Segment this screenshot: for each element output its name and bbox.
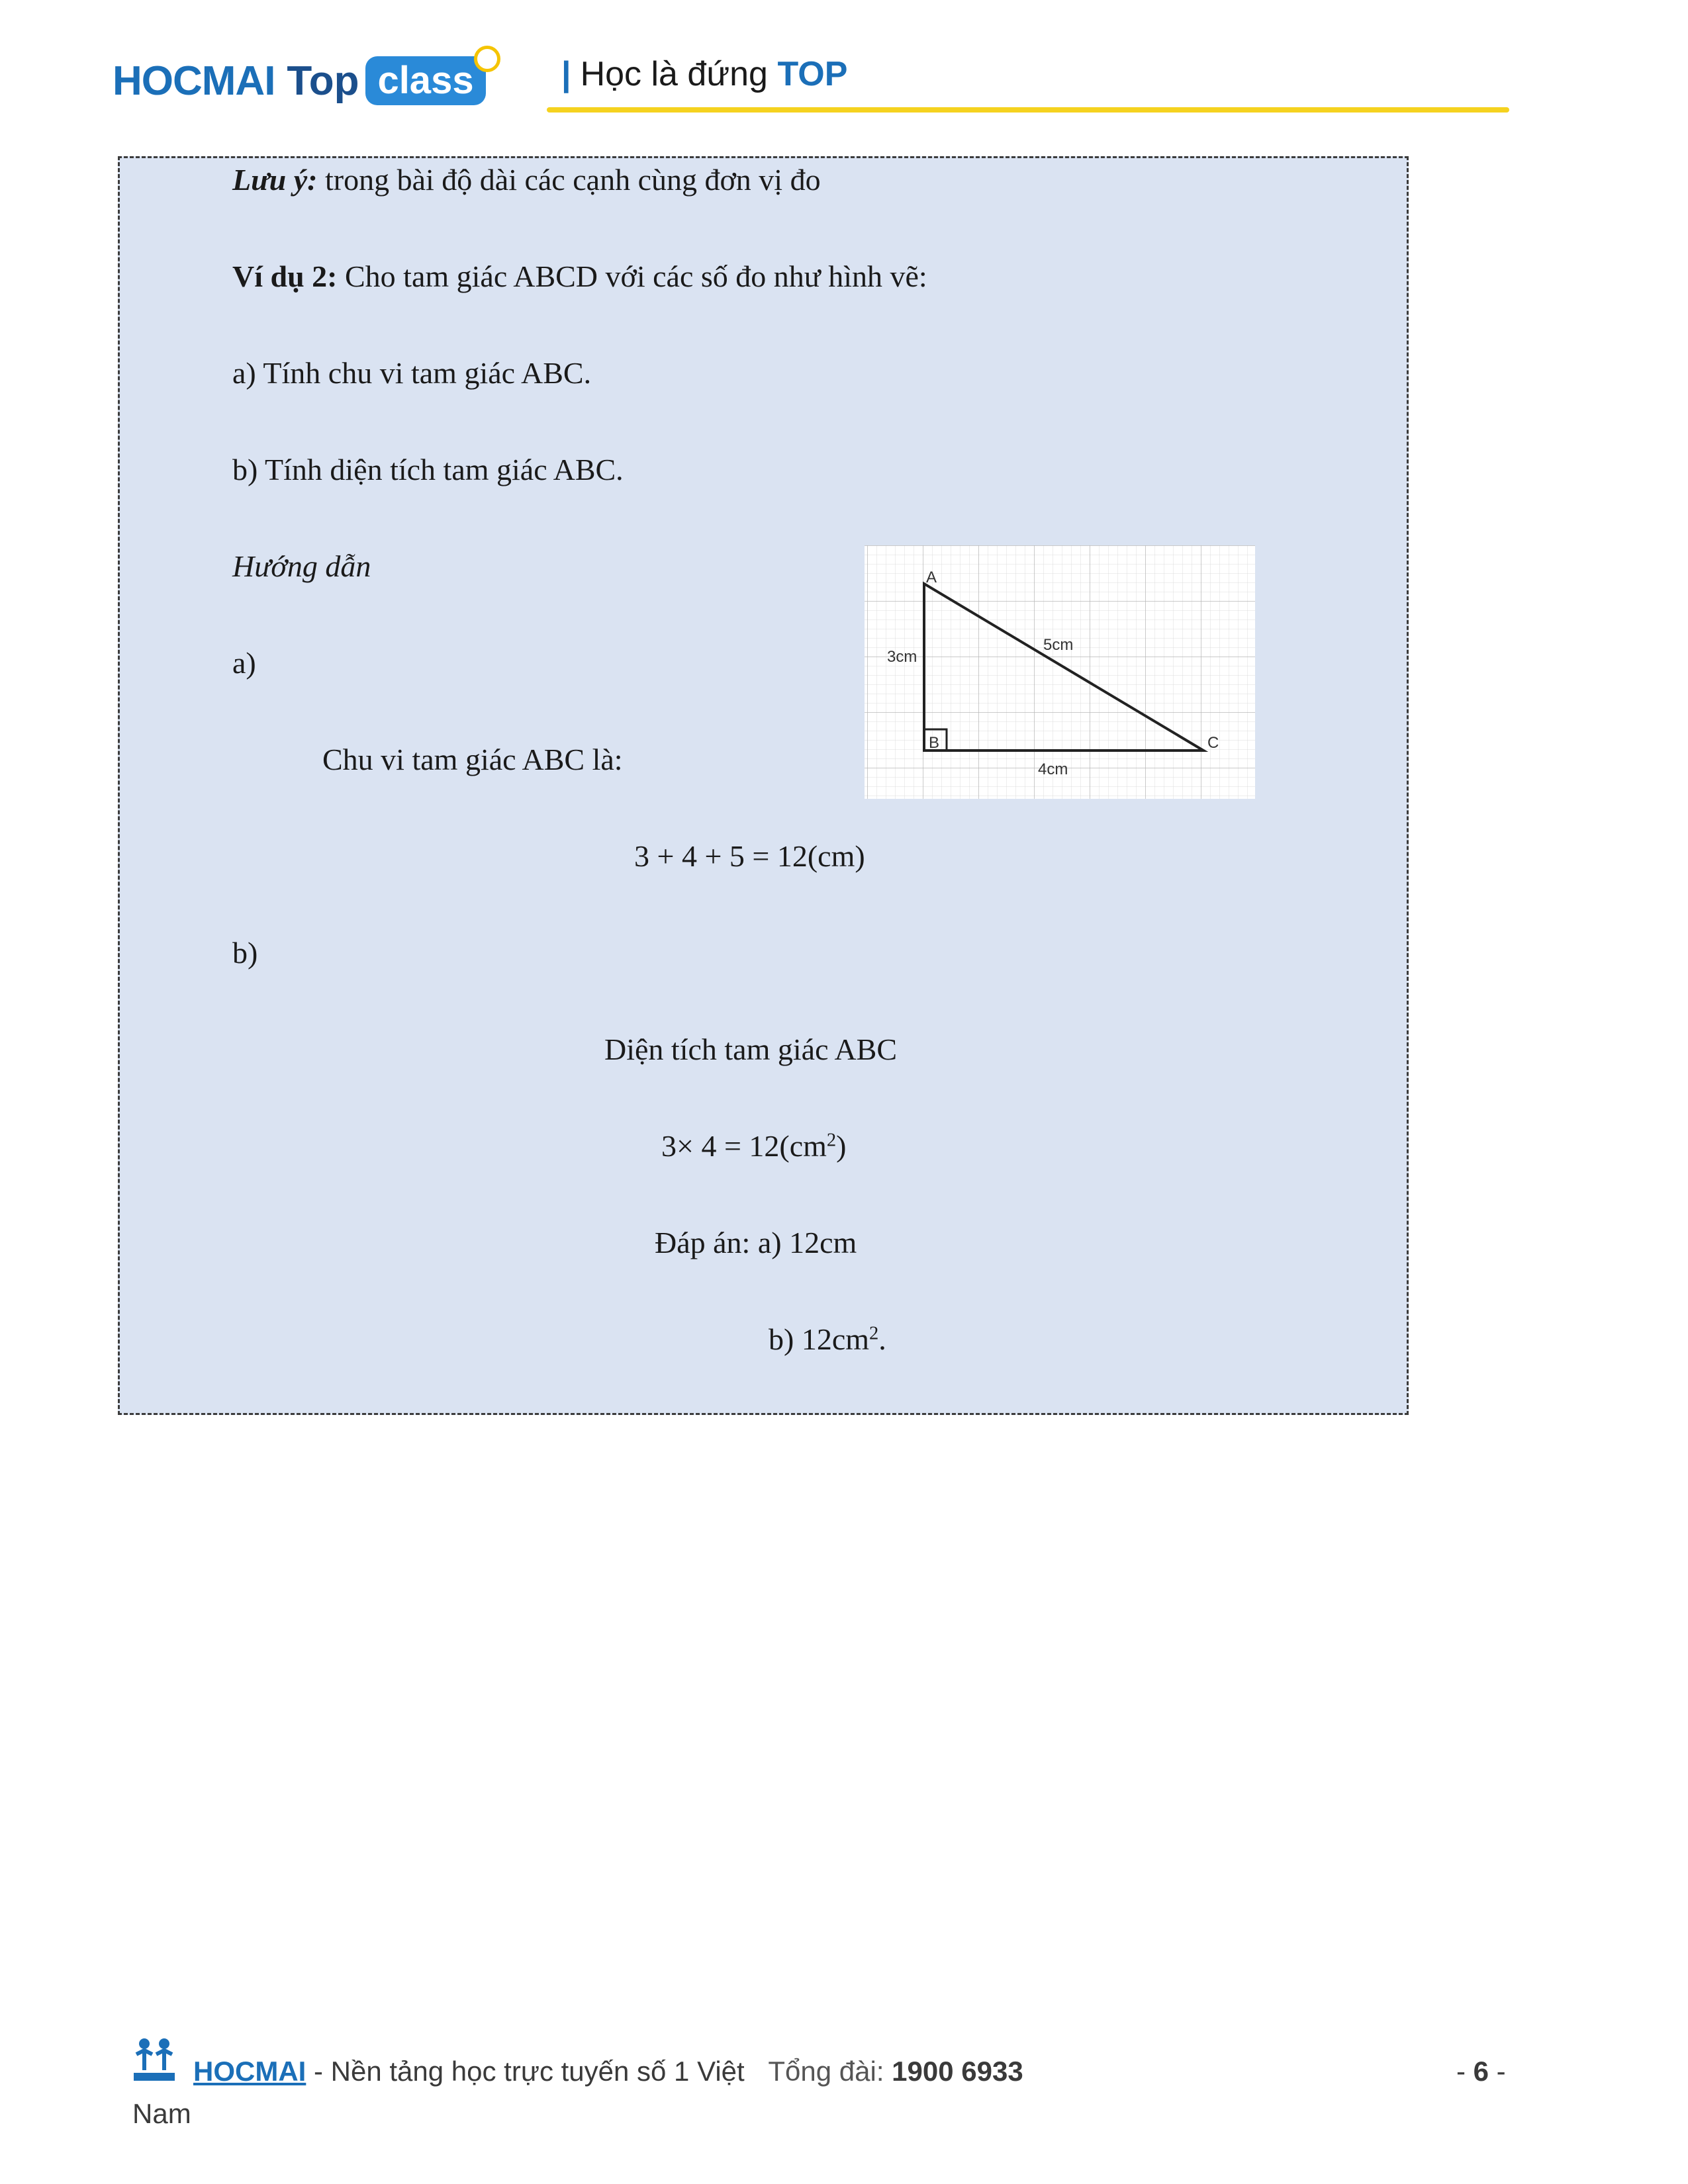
page-number <box>1456 2056 1506 2087</box>
logo-class-badge <box>365 56 485 105</box>
sun-icon <box>474 46 500 72</box>
example-heading <box>232 261 927 292</box>
example-label: Ví dụ 2: <box>232 259 338 293</box>
note-text: trong bài độ dài các cạnh cùng đơn vị đo <box>324 163 821 197</box>
vertex-c-label: C <box>1207 734 1219 752</box>
triangle-figure <box>865 545 1255 799</box>
guide-label: Hướng dẫn <box>232 549 371 583</box>
footer-text <box>193 2056 1023 2087</box>
hocmai-topclass-logo <box>113 48 486 114</box>
part-b-label: b) <box>232 936 258 970</box>
answer-b-main: b) 12cm <box>769 1322 870 1356</box>
header-slogan <box>561 54 847 94</box>
side-ab-label: 3cm <box>887 648 917 666</box>
page-suffix: - <box>1489 2056 1506 2087</box>
slogan-highlight: TOP <box>777 55 848 93</box>
side-ac-label: 5cm <box>1043 636 1074 654</box>
area-calc-main: 3× 4 = 12(cm <box>661 1129 827 1163</box>
perimeter-calc: 3 + 4 + 5 = 12(cm) <box>634 839 865 873</box>
footer-tagline-continued: Nam <box>132 2098 191 2129</box>
question-a: a) Tính chu vi tam giác ABC. <box>232 356 592 390</box>
vertex-b-label: B <box>929 734 940 752</box>
hocmai-footer-icon <box>131 2036 177 2083</box>
header-underline <box>547 107 1509 113</box>
page-number-value: 6 <box>1473 2056 1489 2087</box>
hotline-label: Tổng đài: <box>768 2056 884 2087</box>
triangle-diagram <box>865 545 1255 799</box>
slogan-divider: | <box>561 55 571 93</box>
logo-hocmai-text: HOCMAI <box>113 58 275 104</box>
area-calc <box>661 1131 847 1161</box>
example-text: Cho tam giác ABCD với các số đo như hình vẽ: <box>344 259 927 293</box>
logo-top-text: Top <box>287 58 359 104</box>
area-intro: Diện tích tam giác ABC <box>604 1032 898 1066</box>
footer-brand-link[interactable]: HOCMAI <box>193 2056 306 2087</box>
vertex-a-label: A <box>926 569 937 586</box>
perimeter-intro: Chu vi tam giác ABC là: <box>322 743 623 776</box>
side-bc-label: 4cm <box>1038 760 1068 778</box>
part-a-label: a) <box>232 646 256 680</box>
note-label: Lưu ý: <box>232 163 318 197</box>
answer-a: Đáp án: a) 12cm <box>655 1226 857 1259</box>
area-calc-close: ) <box>836 1129 847 1163</box>
question-b: b) Tính diện tích tam giác ABC. <box>232 453 624 486</box>
answer-b-end: . <box>878 1322 886 1356</box>
slogan-prefix: Học là đứng <box>580 55 768 93</box>
logo-class-text: class <box>377 59 474 102</box>
answer-b <box>769 1324 886 1355</box>
hotline-number: 1900 6933 <box>892 2056 1023 2087</box>
area-calc-exponent: 2 <box>826 1130 837 1151</box>
footer-tagline: - Nền tảng học trực tuyến số 1 Việt <box>306 2056 745 2087</box>
note-line <box>232 165 821 195</box>
answer-b-exponent: 2 <box>869 1323 879 1344</box>
page-prefix: - <box>1456 2056 1474 2087</box>
